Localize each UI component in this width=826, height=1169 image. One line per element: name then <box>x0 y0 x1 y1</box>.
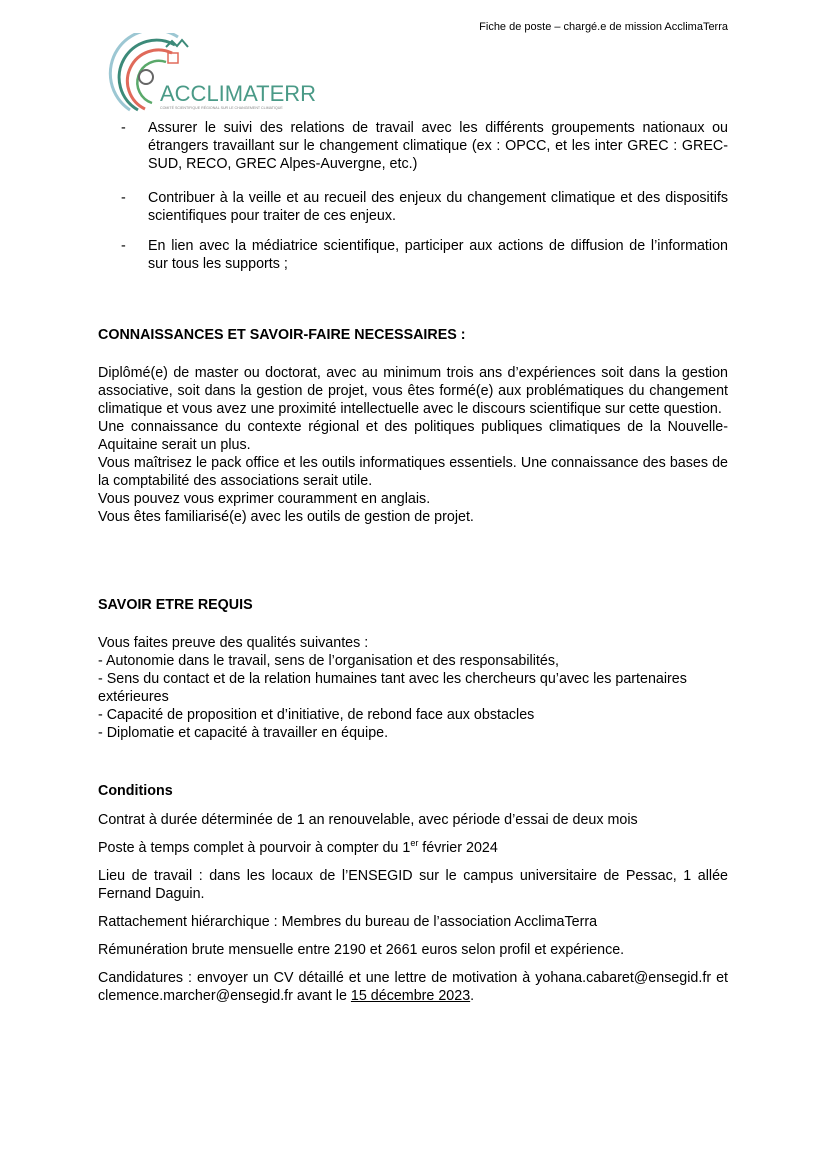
paragraph: Vous faites preuve des qualités suivantes : <box>98 635 369 651</box>
conditions-text <box>98 811 728 1005</box>
list-item-text: Assurer le suivi des relations de travail avec les différents groupements nationaux ou étrangers travaillant sur le changement climatique (ex : OPCC, et les inter GREC : GREC-SUD, RECO, GREC Alpes-Auvergne, etc.) <box>148 120 728 172</box>
contract-type: Contrat à durée déterminée de 1 an renouvelable, avec période d’essai de deux mois <box>98 812 638 828</box>
list-item: - Contribuer à la veille et au recueil des enjeux du changement climatique et des dispositifs scientifiques pour traiter de ces enjeux. <box>121 190 728 224</box>
section-heading-soft-skills: SAVOIR ETRE REQUIS <box>98 597 253 613</box>
paragraph: Une connaissance du contexte régional et des politiques publiques climatiques de la Nouvelle-Aquitaine serait un plus. <box>98 419 728 453</box>
start-date: Poste à temps complet à pourvoir à compter du 1er février 2024 <box>98 838 498 856</box>
salary: Rémunération brute mensuelle entre 2190 et 2661 euros selon profil et expérience. <box>98 942 625 958</box>
soft-skills-text <box>98 634 728 742</box>
paragraph: Diplômé(e) de master ou doctorat, avec au minimum trois ans d’expériences soit dans la gestion associative, soit dans la gestion de projet, vous êtes formé(e) aux problématiques du changement climatique et vous avez une proximité intellectuelle avec le discours scientifique sur cette question. <box>98 365 728 417</box>
section-heading-conditions: Conditions <box>98 783 173 799</box>
paragraph: Vous pouvez vous exprimer couramment en anglais. <box>98 491 431 507</box>
list-item: - Assurer le suivi des relations de travail avec les différents groupements nationaux ou étrangers travaillant sur le changement climatique (ex : OPCC, et les inter GREC : GREC-SUD, RECO, GREC Alpes-Auvergne, etc.) <box>121 120 728 172</box>
list-item: - En lien avec la médiatrice scientifique, participer aux actions de diffusion de l’information sur tous les supports ; <box>121 238 728 272</box>
paragraph: - Capacité de proposition et d’initiative, de rebond face aux obstacles <box>98 707 535 723</box>
paragraph: - Diplomatie et capacité à travailler en équipe. <box>98 725 389 741</box>
page-header: Fiche de poste – chargé.e de mission AcclimaTerra <box>479 21 728 33</box>
paragraph: Vous maîtrisez le pack office et les outils informatiques essentiels. Une connaissance des bases de la comptabilité des associations serait utile. <box>98 455 728 489</box>
paragraph: - Autonomie dans le travail, sens de l’organisation et des responsabilités, <box>98 653 559 669</box>
work-location: Lieu de travail : dans les locaux de l’ENSEGID sur le campus universitaire de Pessac, 1 allée Fernand Daguin. <box>98 868 728 902</box>
acclimaterra-logo <box>100 33 315 113</box>
application-instructions: Candidatures : envoyer un CV détaillé et une lettre de motivation à yohana.cabaret@ensegid.fr et clemence.marcher@ensegid.fr avant le 15 décembre 2023. <box>98 970 728 1004</box>
deadline: 15 décembre 2023 <box>350 988 471 1004</box>
paragraph: - Sens du contact et de la relation humaines tant avec les chercheurs qu’avec les partenaires extérieures <box>98 671 687 705</box>
svg-text:COMITÉ SCIENTIFIQUE RÉGIONAL S: COMITÉ SCIENTIFIQUE RÉGIONAL SUR LE CHANGEMENT CLIMATIQUE <box>160 106 283 110</box>
missions-list <box>98 119 728 273</box>
list-item-text: Contribuer à la veille et au recueil des enjeux du changement climatique et des dispositifs scientifiques pour traiter de ces enjeux. <box>148 190 728 224</box>
hierarchy: Rattachement hiérarchique : Membres du bureau de l’association AcclimaTerra <box>98 914 598 930</box>
knowledge-text <box>98 364 728 526</box>
list-item-text: En lien avec la médiatrice scientifique, participer aux actions de diffusion de l’information sur tous les supports ; <box>148 238 728 272</box>
paragraph: Vous êtes familiarisé(e) avec les outils de gestion de projet. <box>98 509 474 525</box>
section-heading-knowledge: CONNAISSANCES ET SAVOIR-FAIRE NECESSAIRES : <box>98 327 466 343</box>
logo-wordmark: ACCLIMATERRA <box>160 81 315 106</box>
